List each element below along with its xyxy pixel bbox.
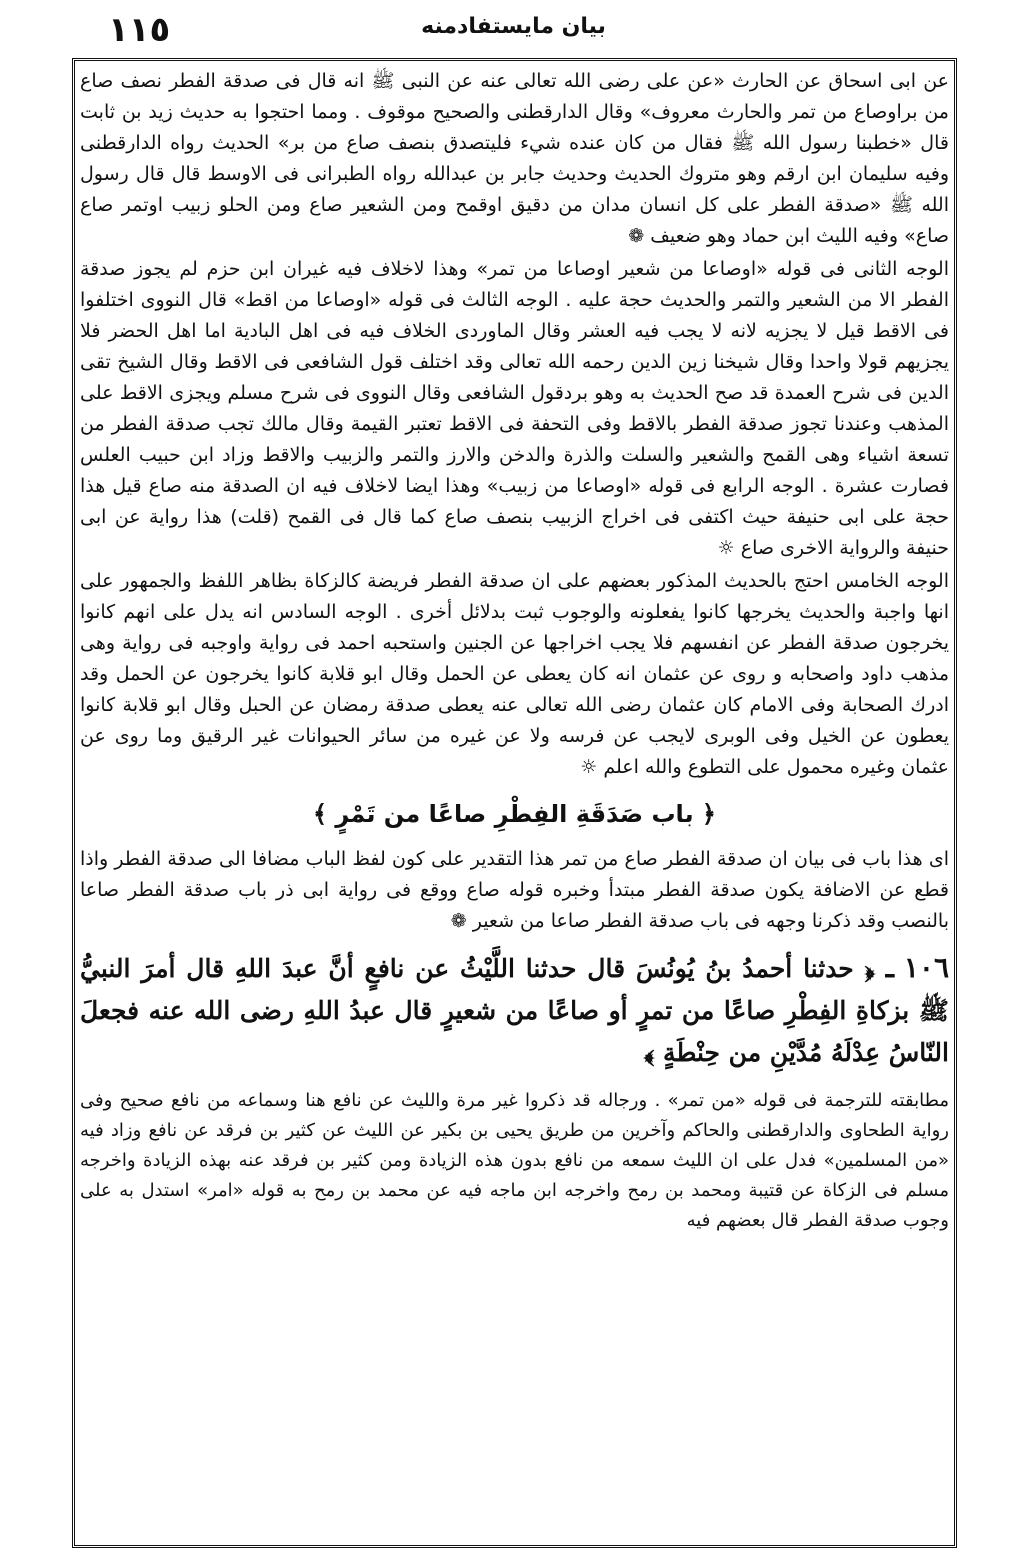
- text-block: [80, 66, 949, 1238]
- chapter-heading: ﴿ باب صَدَقَةِ الفِطْرِ صاعًا من تَمْرٍ ﴾: [313, 800, 716, 828]
- hadith-text: ﴿ حدثنا أحمدُ بنُ يُونُسَ قال حدثنا اللَّيْثُ عن نافعٍ أنَّ عبدَ اللهِ قال أمرَ النبيُّ ﷺ بزكاةِ الفِطْرِ صاعًا من تمرٍ أو صاعًا من شعيرٍ قال عبدُ اللهِ رضى الله عنه فجعلَ النّاسُ عِدْلَهُ مُدَّيْنِ من حِنْطَةٍ ﴾: [80, 954, 949, 1067]
- paragraph-1: عن ابى اسحاق عن الحارث «عن على رضى الله تعالى عنه عن النبى ﷺ انه قال فى صدقة الفطر نصف صاع من براوصاع من تمر والحارث معروف» وقال الدارقطنى والصحيح موقوف . ومما احتجوا به حديث زيد بن ثابت قال «خطبنا رسول الله ﷺ فقال من كان عنده شيء فليتصدق بنصف صاع من بر» الحديث رواه الدارقطنى وفيه سليمان ابن ارقم وهو متروك الحديث وحديث جابر بن عبدالله رواه الطبرانى فى الاوسط قال قال رسول الله ﷺ «صدقة الفطر على كل انسان مدان من دقيق اوقمح ومن الشعير صاع ومن الحلو زبيب اوتمر صاع صاع» وفيه الليث ابن حماد وهو ضعيف ❁: [80, 70, 949, 247]
- paragraph-2: الوجه الثانى فى قوله «اوصاعا من شعير اوصاعا من تمر» وهذا لاخلاف فيه غيران ابن حزم لم يجوز صدقة الفطر الا من الشعير والتمر والحديث حجة عليه . الوجه الثالث فى قوله «اوصاعا من اقط» قال النووى اختلفوا فى الاقط قيل لا يجزيه لانه لا يجب فيه العشر وقال الماوردى الخلاف فيه فى اهل البادية اما اهل الحضر فلا يجزيهم قولا واحدا وقال شيخنا زين الدين رحمه الله تعالى وقد اختلف قول الشافعى فى الاقط وقال الشيخ تقى الدين فى شرح العمدة قد صح الحديث به وهو بردقول الشافعى وقال النووى فى شرح مسلم ويجزى الاقط على المذهب وعندنا تجوز صدقة الفطر بالاقط وفى التحفة فى الاقط تعتبر القيمة وقال مالك تجب صدقة الفطر من تسعة اشياء وهى القمح والشعير والسلت والذرة والدخن والارز والتمر والزبيب والاقط وزاد ابن حبيب العلس فصارت عشرة . الوجه الرابع فى قوله «اوصاعا من زبيب» وهذا ايضا لاخلاف فيه ان الصدقة منه صاع قيل هذا حجة على ابى حنيفة حيث اكتفى فى اخراج الزبيب بنصف صاع كما قال فى القمح (قلت) هذا رواية عن ابى حنيفة والرواية الاخرى صاع ☼: [80, 258, 949, 559]
- chapter-explanation: اى هذا باب فى بيان ان صدقة الفطر صاع من تمر هذا التقدير على كون لفظ الباب مضافا الى صدقة الفطر واذا قطع عن الاضافة يكون صدقة الفطر مبتدأ وخبره قوله صاع ووقع فى رواية ابى ذر باب صدقة الفطر صاعا بالنصب وقد ذكرنا وجهه فى باب صدقة الفطر صاعا من شعير ❁: [80, 848, 949, 932]
- commentary: مطابقته للترجمة فى قوله «من تمر» . ورجاله قد ذكروا غير مرة والليث عن نافع هنا وسماعه من نافع صحيح وفى رواية الطحاوى والدارقطنى والحاكم وآخرين من طريق يحيى بن بكير عن الليث عن كثير بن فرقد عن نافع وزاد فيه «من المسلمين» فدل على ان الليث سمعه من نافع بدون هذه الزيادة ومن كثير بن فرقد عنه بهذه الزيادة واخرجه مسلم فى الزكاة عن قتيبة ومحمد بن رمح واخرجه ابن ماجه فيه عن محمد بن رمح به قوله «امر» استدل به على وجوب صدقة الفطر قال بعضهم فيه: [80, 1090, 949, 1231]
- page-number: ١١٥: [108, 10, 171, 50]
- hadith-number: ١٠٦ ـ: [885, 952, 949, 983]
- hadith-block: [80, 947, 949, 1074]
- running-head: بيان مايستفادمنه: [421, 14, 606, 39]
- paragraph-3: الوجه الخامس احتج بالحديث المذكور بعضهم على ان صدقة الفطر فريضة كالزكاة بظاهر اللفظ والجمهور على انها واجبة والحديث يخرجها كانوا يفعلونه والوجوب ثبت بدلائل أخرى . الوجه السادس انه يدل على انهم كانوا يخرجون صدقة الفطر عن انفسهم فلا يجب اخراجها عن الجنين واستحبه احمد فى رواية واوجبه فى رواية وهى مذهب داود واصحابه و روى عن عثمان انه كان يعطى عن الحمل وقال ابو قلابة كانوا يخرجون عن الحمل وقد ادرك الصحابة وفى الامام كان عثمان رضى الله تعالى عنه يعطى صدقة رمضان عن الحبل وقال ابو قلابة كانوا يعطون عن الخيل وفى الوبرى لايجب عن فرسه ولا عن غيره من سائر الحيوانات غير الرقيق وما روى عن عثمان وغيره محمول على التطوع والله اعلم ☼: [80, 570, 949, 778]
